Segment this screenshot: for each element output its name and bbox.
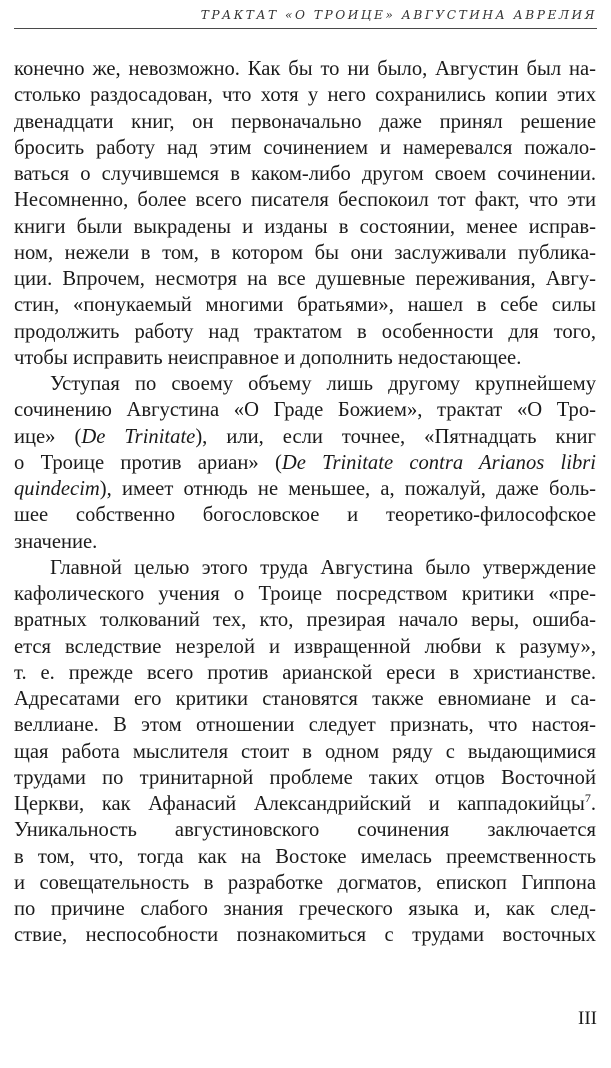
text-segment: двенадцати книг, он первоначально даже принял решение bbox=[14, 110, 596, 133]
paragraph bbox=[14, 371, 596, 555]
text-line bbox=[14, 424, 596, 450]
text-segment: ице» ( bbox=[14, 425, 82, 448]
running-head: ТРАКТАТ «О ТРОИЦЕ» АВГУСТИНА АВРЕЛИЯ bbox=[200, 8, 597, 22]
text-line bbox=[14, 345, 596, 371]
text-line bbox=[14, 502, 596, 528]
text-line bbox=[14, 161, 596, 187]
text-segment: книги были выкрадены и изданы в состоянии, менее исправ- bbox=[14, 215, 596, 238]
text-segment: ном, нежели в том, в котором бы они заслуживали публика- bbox=[14, 241, 596, 264]
text-line bbox=[14, 581, 596, 607]
text-line bbox=[14, 187, 596, 213]
text-segment: Уникальность августиновского сочинения заключается bbox=[14, 819, 596, 842]
text-line bbox=[14, 765, 596, 791]
latin-title: quindecim bbox=[14, 478, 100, 500]
text-segment: в том, что, тогда как на Востоке имелась преемственность bbox=[14, 845, 596, 868]
text-line bbox=[14, 555, 596, 581]
text-line bbox=[14, 240, 596, 266]
paragraph bbox=[14, 56, 596, 371]
text-segment: . bbox=[590, 793, 596, 815]
text-segment: и совещательность в разработке догматов, епископ Гиппона bbox=[14, 871, 596, 894]
footnote-marker: 7 bbox=[584, 791, 591, 805]
text-line bbox=[14, 109, 596, 135]
text-segment: шее собственно богословское и теоретико-философское bbox=[14, 504, 596, 527]
text-segment: веллиане. В этом отношении следует признать, что настоя- bbox=[14, 714, 596, 737]
page-number: III bbox=[578, 1008, 597, 1029]
text-segment: сочинению Августина «О Граде Божием», трактат «О Тро- bbox=[14, 399, 596, 422]
text-line bbox=[14, 791, 596, 817]
text-line bbox=[14, 82, 596, 108]
text-segment: по причине слабого знания греческого языка и, как след- bbox=[14, 898, 596, 920]
text-segment: продолжить работу над трактатом в особенности для того, bbox=[14, 320, 596, 343]
text-segment: Церкви, как Афанасий Александрийский и каппадокийцы bbox=[14, 793, 585, 815]
text-line bbox=[14, 607, 596, 633]
text-line bbox=[14, 529, 596, 555]
text-segment: ), или, если точнее, «Пятнадцать книг bbox=[195, 425, 596, 448]
text-line bbox=[14, 686, 596, 712]
text-segment: ваться о случившемся в каком-либо другом своем сочинении. bbox=[14, 163, 596, 185]
text-line bbox=[14, 450, 596, 476]
text-line bbox=[14, 870, 596, 896]
text-segment: бросить работу над этим сочинением и намеревался пожало- bbox=[14, 136, 596, 159]
text-segment: конечно же, невозможно. Как бы то ни было, Августин был на- bbox=[14, 58, 596, 80]
paragraph bbox=[14, 555, 596, 949]
text-line bbox=[14, 56, 596, 82]
text-segment: трудами по тринитарной проблеме таких отцов Восточной bbox=[14, 766, 596, 789]
text-line bbox=[14, 660, 596, 686]
text-segment: кафолического учения о Троице посредством критики «пре- bbox=[14, 583, 596, 605]
text-line bbox=[14, 476, 596, 502]
text-segment: столько раздосадован, что хотя у него сохранились копии этих bbox=[14, 84, 596, 107]
text-segment: ствие, неспособности познакомиться с трудами восточных bbox=[14, 924, 596, 947]
text-segment: Адресатами его критики становятся также евномиане и са- bbox=[14, 688, 596, 710]
latin-title: De Trinitate bbox=[81, 425, 196, 448]
text-line bbox=[14, 135, 596, 161]
text-segment: ется вследствие незрелой и извращенной любви к разуму», bbox=[14, 635, 596, 658]
text-segment: Главной целью этого труда Августина было утверждение bbox=[50, 556, 596, 579]
text-line bbox=[14, 266, 596, 292]
text-segment: т. е. прежде всего против арианской ереси в христианстве. bbox=[14, 661, 596, 684]
text-line bbox=[14, 922, 596, 948]
text-line bbox=[14, 214, 596, 240]
text-segment: стин, «понукаемый многими братьями», нашел в себе силы bbox=[14, 294, 596, 317]
text-segment: Уступая по своему объему лишь другому крупнейшему bbox=[50, 373, 596, 395]
text-segment: щая работа мыслителя стоит в одном ряду с выдающимися bbox=[14, 740, 596, 763]
text-line bbox=[14, 896, 596, 922]
text-segment: чтобы исправить неисправное и дополнить недостающее. bbox=[14, 346, 522, 369]
text-line bbox=[14, 292, 596, 318]
header-rule bbox=[14, 28, 597, 29]
text-segment: Несомненно, более всего писателя беспокоил тот факт, что эти bbox=[14, 189, 596, 212]
text-line bbox=[14, 371, 596, 397]
latin-title: De Trinitate contra Arianos libri bbox=[281, 451, 597, 474]
body-text bbox=[14, 56, 596, 949]
text-line bbox=[14, 712, 596, 738]
text-line bbox=[14, 319, 596, 345]
text-line bbox=[14, 817, 596, 843]
text-line bbox=[14, 739, 596, 765]
text-segment: значение. bbox=[14, 530, 98, 553]
text-segment: ), имеет отнюдь не меньшее, а, пожалуй, даже боль- bbox=[99, 478, 596, 500]
text-segment: о Троице против ариан» ( bbox=[14, 451, 282, 474]
text-segment: ции. Впрочем, несмотря на все душевные переживания, Авгу- bbox=[14, 268, 596, 290]
text-line bbox=[14, 397, 596, 423]
text-segment: вратных толкований тех, кто, презирая начало веры, ошиба- bbox=[14, 609, 596, 632]
text-line bbox=[14, 634, 596, 660]
text-line bbox=[14, 844, 596, 870]
